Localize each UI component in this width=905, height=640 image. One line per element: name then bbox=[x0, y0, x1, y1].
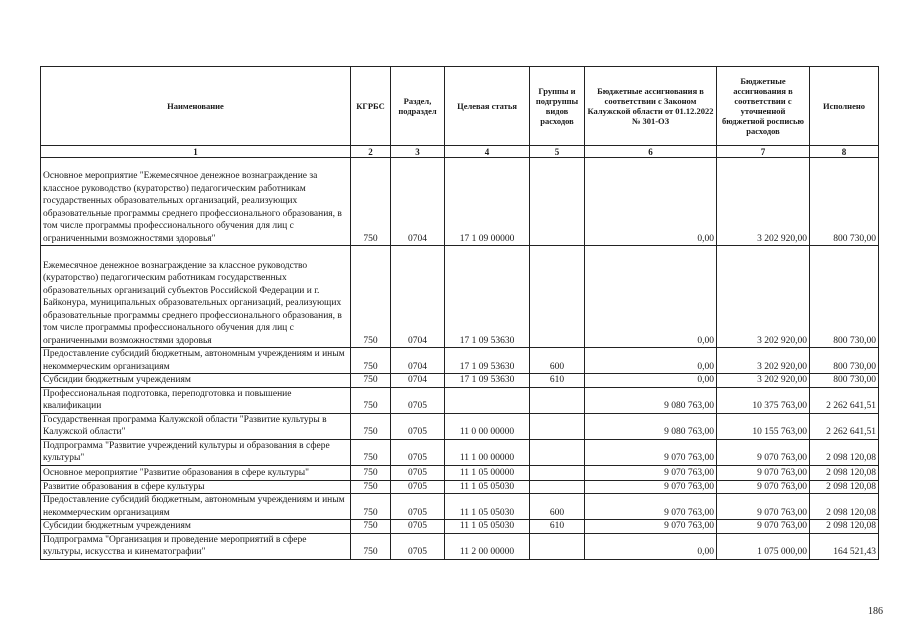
row-expense-group: 600 bbox=[530, 348, 585, 374]
row-kgrbs: 750 bbox=[351, 480, 391, 494]
row-expense-group bbox=[530, 439, 585, 465]
row-refined-allocation: 3 202 920,00 bbox=[717, 374, 810, 388]
row-kgrbs: 750 bbox=[351, 465, 391, 480]
row-law-allocation: 9 070 763,00 bbox=[585, 465, 717, 480]
row-law-allocation: 0,00 bbox=[585, 246, 717, 348]
row-expense-group bbox=[530, 158, 585, 246]
header-section: Раздел, подраздел bbox=[391, 67, 445, 146]
row-name: Субсидии бюджетным учреждениям bbox=[41, 374, 351, 388]
row-name: Основное мероприятие "Развитие образования в сфере культуры" bbox=[41, 465, 351, 480]
row-target-article: 17 1 09 53630 bbox=[445, 374, 530, 388]
row-target-article bbox=[445, 387, 530, 413]
row-kgrbs: 750 bbox=[351, 158, 391, 246]
column-number: 8 bbox=[810, 146, 879, 158]
column-number: 6 bbox=[585, 146, 717, 158]
header-law-allocations: Бюджетные ассигнования в соответствии с Законом Калужской области от 01.12.2022 № 301-ОЗ bbox=[585, 67, 717, 146]
row-kgrbs: 750 bbox=[351, 348, 391, 374]
row-law-allocation: 9 070 763,00 bbox=[585, 494, 717, 520]
row-law-allocation: 9 080 763,00 bbox=[585, 413, 717, 439]
row-kgrbs: 750 bbox=[351, 387, 391, 413]
table-row bbox=[41, 348, 879, 374]
header-expense-group: Группы и подгруппы видов расходов bbox=[530, 67, 585, 146]
row-refined-allocation: 3 202 920,00 bbox=[717, 158, 810, 246]
table-row bbox=[41, 494, 879, 520]
row-kgrbs: 750 bbox=[351, 520, 391, 534]
row-law-allocation: 9 070 763,00 bbox=[585, 480, 717, 494]
row-law-allocation: 0,00 bbox=[585, 533, 717, 559]
row-refined-allocation: 9 070 763,00 bbox=[717, 494, 810, 520]
header-kgrbs: КГРБС bbox=[351, 67, 391, 146]
table-row bbox=[41, 520, 879, 534]
row-law-allocation: 0,00 bbox=[585, 158, 717, 246]
row-expense-group bbox=[530, 387, 585, 413]
row-section: 0705 bbox=[391, 494, 445, 520]
row-law-allocation: 9 070 763,00 bbox=[585, 439, 717, 465]
row-executed: 2 262 641,51 bbox=[810, 413, 879, 439]
row-law-allocation: 9 070 763,00 bbox=[585, 520, 717, 534]
column-number: 3 bbox=[391, 146, 445, 158]
row-name: Развитие образования в сфере культуры bbox=[41, 480, 351, 494]
row-name: Подпрограмма "Организация и проведение мероприятий в сфере культуры, искусства и кинематографии" bbox=[41, 533, 351, 559]
row-kgrbs: 750 bbox=[351, 246, 391, 348]
column-number: 7 bbox=[717, 146, 810, 158]
row-section: 0705 bbox=[391, 480, 445, 494]
header-name: Наименование bbox=[41, 67, 351, 146]
table-row bbox=[41, 246, 879, 348]
row-section: 0705 bbox=[391, 413, 445, 439]
row-target-article: 17 1 09 00000 bbox=[445, 158, 530, 246]
row-target-article: 11 0 00 00000 bbox=[445, 413, 530, 439]
table-header-row bbox=[41, 67, 879, 146]
row-name: Основное мероприятие "Ежемесячное денежное вознаграждение за классное руководство (кураторство) педагогическим работникам государственных образовательных организаций, реализующих образовательные программы среднего профессионального образования, в том числе программы профессионального обучения для лиц с ограниченными возможностями здоровья" bbox=[41, 158, 351, 246]
page-number: 186 bbox=[868, 606, 883, 617]
row-name: Ежемесячное денежное вознаграждение за классное руководство (кураторство) педагогическим работникам государственных образовательных организаций субъектов Российской Федерации и г. Байконура, муниципальных образовательных организаций, реализующих образовательные программы среднего профессионального образования, в том числе программы профессионального обучения для лиц с ограниченными возможностями здоровья bbox=[41, 246, 351, 348]
row-executed: 800 730,00 bbox=[810, 348, 879, 374]
table-body bbox=[41, 158, 879, 560]
row-name: Государственная программа Калужской области "Развитие культуры в Калужской области" bbox=[41, 413, 351, 439]
row-target-article: 17 1 09 53630 bbox=[445, 348, 530, 374]
row-executed: 164 521,43 bbox=[810, 533, 879, 559]
table-row bbox=[41, 480, 879, 494]
row-name: Предоставление субсидий бюджетным, автономным учреждениям и иным некоммерческим организациям bbox=[41, 348, 351, 374]
row-section: 0705 bbox=[391, 533, 445, 559]
table-row bbox=[41, 387, 879, 413]
row-name: Предоставление субсидий бюджетным, автономным учреждениям и иным некоммерческим организациям bbox=[41, 494, 351, 520]
row-kgrbs: 750 bbox=[351, 413, 391, 439]
budget-execution-table bbox=[40, 66, 879, 560]
header-target-article: Целевая статья bbox=[445, 67, 530, 146]
row-refined-allocation: 3 202 920,00 bbox=[717, 348, 810, 374]
header-refined-allocations: Бюджетные ассигнования в соответствии с уточненной бюджетной росписью расходов bbox=[717, 67, 810, 146]
row-target-article: 17 1 09 53630 bbox=[445, 246, 530, 348]
table-row bbox=[41, 374, 879, 388]
row-executed: 2 262 641,51 bbox=[810, 387, 879, 413]
row-expense-group bbox=[530, 246, 585, 348]
row-expense-group: 610 bbox=[530, 520, 585, 534]
row-section: 0705 bbox=[391, 465, 445, 480]
row-expense-group bbox=[530, 533, 585, 559]
table-row bbox=[41, 439, 879, 465]
column-number: 5 bbox=[530, 146, 585, 158]
row-law-allocation: 0,00 bbox=[585, 348, 717, 374]
header-executed: Исполнено bbox=[810, 67, 879, 146]
row-refined-allocation: 10 375 763,00 bbox=[717, 387, 810, 413]
row-executed: 2 098 120,08 bbox=[810, 480, 879, 494]
row-expense-group bbox=[530, 465, 585, 480]
row-target-article: 11 1 05 05030 bbox=[445, 520, 530, 534]
row-refined-allocation: 9 070 763,00 bbox=[717, 520, 810, 534]
row-executed: 800 730,00 bbox=[810, 374, 879, 388]
row-section: 0705 bbox=[391, 387, 445, 413]
row-section: 0705 bbox=[391, 520, 445, 534]
row-section: 0704 bbox=[391, 374, 445, 388]
row-refined-allocation: 9 070 763,00 bbox=[717, 465, 810, 480]
row-executed: 2 098 120,08 bbox=[810, 494, 879, 520]
column-number: 1 bbox=[41, 146, 351, 158]
row-refined-allocation: 9 070 763,00 bbox=[717, 480, 810, 494]
row-section: 0704 bbox=[391, 158, 445, 246]
table-row bbox=[41, 413, 879, 439]
row-expense-group: 600 bbox=[530, 494, 585, 520]
row-refined-allocation: 3 202 920,00 bbox=[717, 246, 810, 348]
row-executed: 800 730,00 bbox=[810, 158, 879, 246]
row-target-article: 11 1 00 00000 bbox=[445, 439, 530, 465]
table-row bbox=[41, 465, 879, 480]
row-expense-group: 610 bbox=[530, 374, 585, 388]
row-kgrbs: 750 bbox=[351, 494, 391, 520]
row-law-allocation: 9 080 763,00 bbox=[585, 387, 717, 413]
row-kgrbs: 750 bbox=[351, 374, 391, 388]
budget-report-sheet bbox=[40, 66, 878, 560]
row-target-article: 11 1 05 00000 bbox=[445, 465, 530, 480]
row-refined-allocation: 9 070 763,00 bbox=[717, 439, 810, 465]
row-section: 0705 bbox=[391, 439, 445, 465]
row-name: Субсидии бюджетным учреждениям bbox=[41, 520, 351, 534]
table-row bbox=[41, 158, 879, 246]
row-name: Подпрограмма "Развитие учреждений культуры и образования в сфере культуры" bbox=[41, 439, 351, 465]
row-section: 0704 bbox=[391, 246, 445, 348]
column-number: 2 bbox=[351, 146, 391, 158]
table-row bbox=[41, 533, 879, 559]
row-executed: 2 098 120,08 bbox=[810, 439, 879, 465]
row-target-article: 11 1 05 05030 bbox=[445, 480, 530, 494]
row-expense-group bbox=[530, 480, 585, 494]
row-target-article: 11 1 05 05030 bbox=[445, 494, 530, 520]
column-number-row bbox=[41, 146, 879, 158]
column-number: 4 bbox=[445, 146, 530, 158]
row-name: Профессиональная подготовка, переподготовка и повышение квалификации bbox=[41, 387, 351, 413]
row-section: 0704 bbox=[391, 348, 445, 374]
row-refined-allocation: 10 155 763,00 bbox=[717, 413, 810, 439]
row-kgrbs: 750 bbox=[351, 533, 391, 559]
row-law-allocation: 0,00 bbox=[585, 374, 717, 388]
row-target-article: 11 2 00 00000 bbox=[445, 533, 530, 559]
row-executed: 2 098 120,08 bbox=[810, 520, 879, 534]
row-executed: 800 730,00 bbox=[810, 246, 879, 348]
row-kgrbs: 750 bbox=[351, 439, 391, 465]
row-executed: 2 098 120,08 bbox=[810, 465, 879, 480]
row-expense-group bbox=[530, 413, 585, 439]
row-refined-allocation: 1 075 000,00 bbox=[717, 533, 810, 559]
